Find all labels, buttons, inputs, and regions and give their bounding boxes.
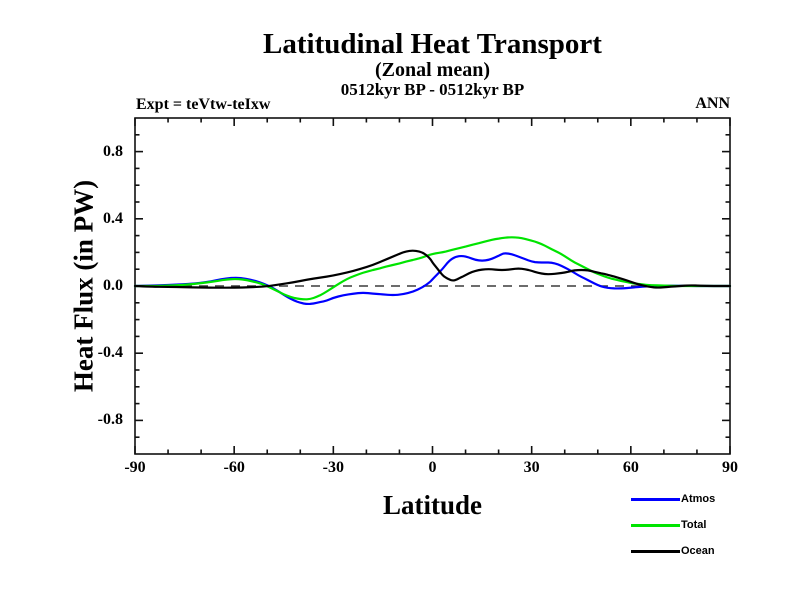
y-tick-label: 0.0 [103,277,123,294]
x-tick-label: -60 [223,459,245,476]
y-tick-label: -0.8 [97,411,123,429]
x-tick-label: 0 [428,459,437,476]
x-axis-label: Latitude [382,490,482,520]
legend [631,486,781,564]
x-tick-label: -30 [322,459,344,476]
legend-label: Ocean [681,545,715,557]
experiment-label: Expt = teVtw-teIxw [136,96,271,113]
x-tick-label: 30 [523,459,540,476]
series-line-total [135,237,730,299]
y-axis-label: Heat Flux (in PW) [68,179,99,393]
y-tick-label: -0.4 [97,344,123,362]
legend-line-atmos [631,498,680,501]
x-tick-label: -90 [124,459,146,476]
season-label: ANN [695,95,730,112]
chart-subtitle: (Zonal mean) [375,59,490,81]
legend-label: Atmos [681,493,716,505]
x-tick-label: 60 [622,459,639,476]
legend-item-ocean [631,538,781,564]
legend-item-atmos [631,486,781,512]
x-tick-label: 90 [722,459,738,476]
series-line-ocean [135,251,730,288]
legend-label: Total [681,519,707,531]
y-tick-label: 0.4 [103,209,123,227]
legend-line-ocean [631,550,680,553]
y-tick-label: 0.8 [103,142,123,160]
chart-title: Latitudinal Heat Transport [263,28,602,60]
legend-line-total [631,524,680,527]
chart-period-label: 0512kyr BP - 0512kyr BP [340,80,525,99]
legend-item-total [631,512,781,538]
